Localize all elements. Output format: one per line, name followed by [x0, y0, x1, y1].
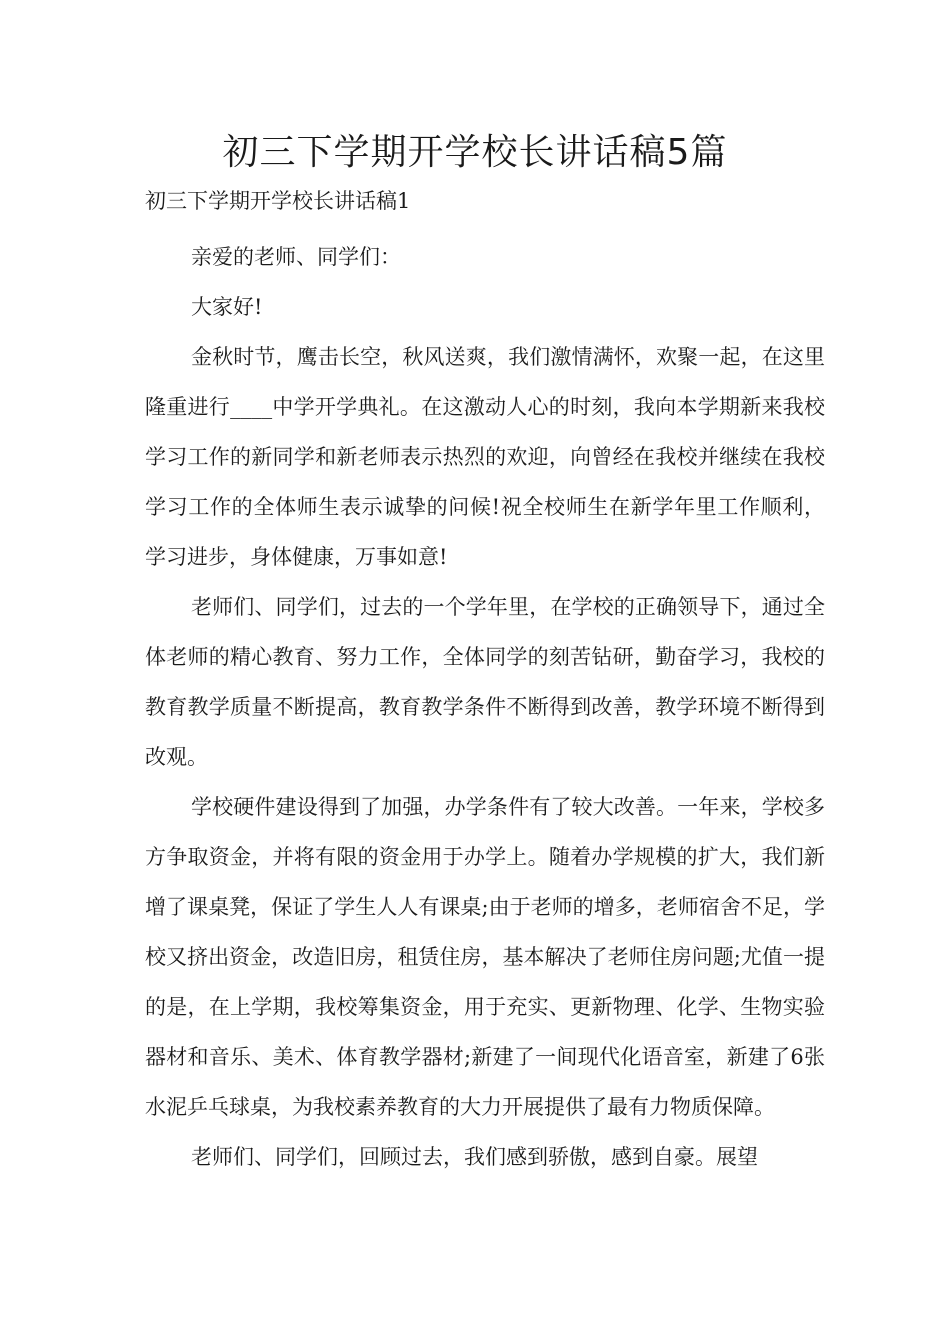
paragraph-outlook: 老师们、同学们，回顾过去，我们感到骄傲，感到自豪。展望 [191, 1145, 758, 1169]
paragraph-review: 老师们、同学们，过去的一个学年里，在学校的正确领导下，通过全体老师的精心教育、努力工作，全体同学的刻苦钻研，勤奋学习，我校的教育教学质量不断提高，教育教学条件不断得到改善，教学环境不断得到改观。 [145, 595, 825, 769]
document-subtitle: 初三下学期开学校长讲话稿1 [145, 189, 411, 213]
paragraph-hello: 大家好! [191, 295, 263, 319]
paragraph-greeting: 亲爱的老师、同学们： [191, 245, 401, 269]
document-body [145, 232, 825, 1182]
paragraph-facilities: 学校硬件建设得到了加强，办学条件有了较大改善。一年来，学校多方争取资金，并将有限的资金用于办学上。随着办学规模的扩大，我们新增了课桌凳，保证了学生人人有课桌;由于老师的增多，老师宿舍不足，学校又挤出资金，改造旧房，租赁住房，基本解决了老师住房问题;尤值一提的是，在上学期，我校筹集资金，用于充实、更新物理、化学、生物实验器材和音乐、美术、体育教学器材;新建了一间现代化语音室，新建了6张水泥乒乓球桌，为我校素养教育的大力开展提供了最有力物质保障。 [145, 795, 825, 1119]
paragraph-opening: 金秋时节，鹰击长空，秋风送爽，我们激情满怀，欢聚一起，在这里隆重进行____中学开学典礼。在这激动人心的时刻，我向本学期新来我校学习工作的新同学和新老师表示热烈的欢迎，向曾经在我校并继续在我校学习工作的全体师生表示诚挚的问候!祝全校师生在新学年里工作顺利，学习进步，身体健康，万事如意! [145, 345, 825, 569]
document-title: 初三下学期开学校长讲话稿5篇 [222, 132, 728, 173]
